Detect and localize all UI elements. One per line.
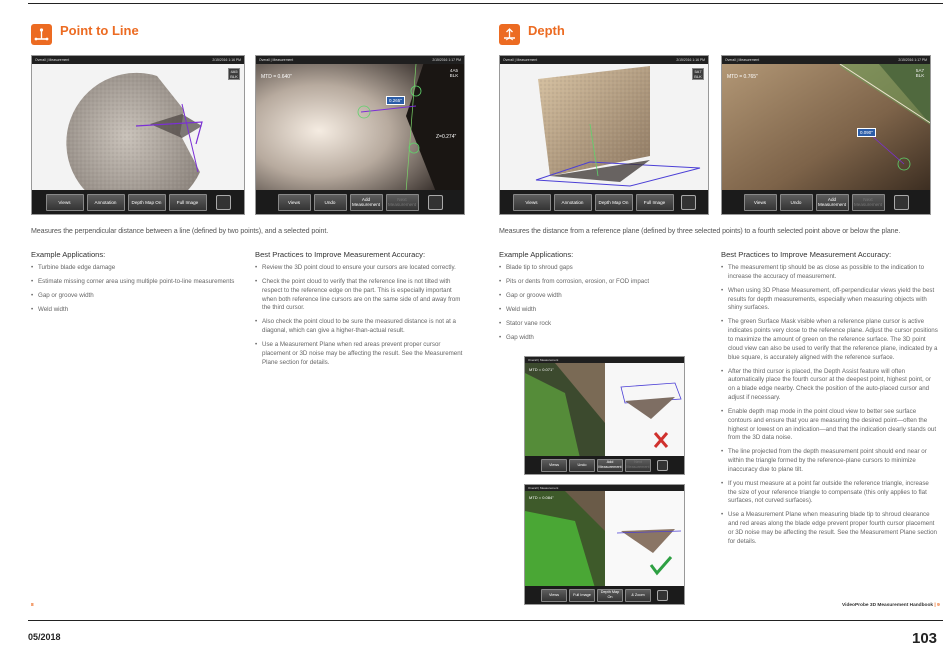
toolbar-menu-icon[interactable] [681,195,696,210]
list-item: • Enable depth map mode in the point cloud view to better see surface contours and ensure that you are measuring the desired point—often the highest or lowest on an indication—and that the indication clearly stands out from the 3D data noise. [721,408,938,443]
status-bar: Overall | Measurement [525,357,684,363]
zoom-button[interactable]: & Zoom [625,589,651,602]
list-item: • Check the point cloud to verify that the reference line is not tilted with respect to the reference edge on the part. This is especially important when both reference line cursors are on the same side of and away from the third cursor. [255,278,467,313]
book-page-number: 9 [937,603,940,608]
list-item: • Weld width [499,306,699,315]
page-number: 103 [912,630,938,647]
list-item: • Weld width [31,306,241,315]
toolbar-menu-icon[interactable] [428,195,443,210]
views-button[interactable]: Views [278,194,311,211]
screen-toolbar [525,586,684,604]
list-item: • Use a Measurement Plane when measuring blade tip to shroud clearance and red areas along the blade edge prevent proper fourth cursor placement or 3D noise may be affecting the result. See the Measurement Plane section for details. [721,511,938,546]
list-item: • Gap or groove width [31,292,241,301]
mtd-readout: MTD = 0.071" [529,367,554,372]
measurement-value-box: 0.090" [857,128,876,137]
point-cloud-render [32,64,245,192]
toolbar-menu-icon[interactable] [657,460,668,471]
views-button[interactable]: Views [46,194,84,211]
point-to-line-icon [31,24,52,45]
add-measurement-button[interactable]: Add Measurement [350,194,383,211]
list-item: • Stator vane rock [499,320,699,329]
next-measurement-button[interactable]: Next Measurement [852,194,885,211]
screen-toolbar [32,190,244,214]
status-bar: Overall | Measurement 2/15/2016 1:16 PM [32,56,244,64]
mtd-readout: MTD = 0.640" [261,74,292,80]
example-split-render [525,363,685,458]
depth-map-button[interactable]: Depth Map On [128,194,166,211]
toolbar-menu-icon[interactable] [894,195,909,210]
probe-badge: 4A5 BLK [449,68,459,78]
full-image-button[interactable]: Full Image [569,589,595,602]
list-item: • Blade tip to shroud gaps [499,264,699,273]
probe-badge: 5A7 BLK [692,68,704,80]
mtd-readout: MTD = 0.084" [529,495,554,500]
screenshot-live-image [721,55,931,215]
views-button[interactable]: Views [541,589,567,602]
list-item: • If you must measure at a point far outside the reference triangle, increase the size of your reference triangle to compensate (this only applies to flat surfaces, not curved surfaces). [721,480,938,506]
screenshot-point-cloud [499,55,709,215]
annotation-button[interactable]: Annotation [87,194,125,211]
views-button[interactable]: Views [744,194,777,211]
list-item: • The green Surface Mask visible when a reference plane cursor is active indicates points very close to the reference plane. Adjust the cursor positions to maximize the amount of green on the reference surface. The 3D point cloud view can also be used to verify that the reference plane, indicated by a blue square, is accurately aligned with the reference surface. [721,318,938,362]
applications-list [499,264,699,348]
toolbar-menu-icon[interactable] [216,195,231,210]
top-rule [28,3,943,4]
views-button[interactable]: Views [513,194,551,211]
section-title: Point to Line [60,23,139,38]
list-item: • Estimate missing corner area using multiple point-to-line measurements [31,278,241,287]
book-footer: VideoProbe 3D Measurement Handbook | 9 [842,603,940,608]
mtd-readout: MTD = 0.765" [727,74,758,80]
undo-button[interactable]: Undo [780,194,813,211]
example-split-render [525,491,685,588]
list-item: • Review the 3D point cloud to ensure your cursors are located correctly. [255,264,467,273]
status-bar: Overall | Measurement 2/15/2016 1:17 PM [256,56,464,64]
undo-button[interactable]: Undo [314,194,347,211]
best-practices-list [255,264,467,373]
status-bar: Overall | Measurement [525,485,684,491]
book-title: VideoProbe 3D Measurement Handbook [842,603,934,608]
probe-badge: 4A5 BLK [228,68,240,80]
list-item: • Turbine blade edge damage [31,264,241,273]
list-item: • Pits or dents from corrosion, erosion, or FOD impact [499,278,699,287]
point-cloud-render [500,64,709,192]
full-image-button[interactable]: Full Image [636,194,674,211]
screenshot-live-image [255,55,465,215]
screen-toolbar [500,190,708,214]
applications-list [31,264,241,320]
depth-map-button[interactable]: Depth Map On [597,589,623,602]
depth-map-button[interactable]: Depth Map On [595,194,633,211]
add-measurement-button[interactable]: Add Measurement [816,194,849,211]
undo-button[interactable]: Undo [569,459,595,472]
full-image-button[interactable]: Full Image [169,194,207,211]
list-item: • The line projected from the depth measurement point should end near or within the triangle formed by the reference-plane cursors to minimize inaccuracy due to plane tilt. [721,448,938,474]
list-item: • Gap or groove width [499,292,699,301]
status-bar: Overall | Measurement 2/15/2016 1:17 PM [722,56,930,64]
views-button[interactable]: Views [541,459,567,472]
example-incorrect-screenshot [524,356,685,475]
description: Measures the distance from a reference plane (defined by three selected points) to a fourth selected point above or below the plane. [499,227,901,235]
description: Measures the perpendicular distance between a line (defined by two points), and a selected point. [31,227,329,235]
applications-heading: Example Applications: [499,250,574,259]
screen-toolbar [256,190,464,214]
list-item: • Also check the point cloud to be sure the measured distance is not at a diagonal, which can give a higher-than-actual result. [255,318,467,336]
list-item: • The measurement tip should be as close as possible to the indication to increase the accuracy of measurement. [721,264,938,282]
add-measurement-button[interactable]: Add Measurement [597,459,623,472]
screen-toolbar [525,456,684,474]
probe-badge: 5A7 BLK [915,68,925,78]
z-readout: Z=0.274" [436,134,457,140]
annotation-button[interactable]: Annotation [554,194,592,211]
list-item: • Gap width [499,334,699,343]
applications-heading: Example Applications: [31,250,106,259]
next-measurement-button[interactable]: Next Measurement [386,194,419,211]
best-practices-heading: Best Practices to Improve Measurement Accuracy: [721,250,892,259]
list-item: • Use a Measurement Plane when red areas prevent proper cursor placement or 3D noise may be affecting the result. See the Measurement Plane section for details. [255,341,467,367]
measurement-value-box: 0.265" [386,96,405,105]
next-measurement-button[interactable]: Next Measurement [625,459,651,472]
list-item: • After the third cursor is placed, the Depth Assist feature will often automatically place the fourth cursor at the deepest point, highest point, or on a blade edge nearby. Check the position of the auto-placed cursor and adjust if necessary. [721,368,938,403]
screen-toolbar [722,190,930,214]
best-practices-heading: Best Practices to Improve Measurement Accuracy: [255,250,426,259]
page-marker: 8 [31,603,34,608]
best-practices-list [721,264,938,552]
screenshot-point-cloud [31,55,245,215]
list-item: • When using 3D Phase Measurement, off-perpendicular views yield the best results for depth measurements, especially when measuring objects with shiny surfaces. [721,287,938,313]
status-bar: Overall | Measurement 2/15/2016 1:16 PM [500,56,708,64]
toolbar-menu-icon[interactable] [657,590,668,601]
section-title: Depth [528,23,565,38]
example-correct-screenshot [524,484,685,605]
depth-icon [499,24,520,45]
bottom-rule [28,620,943,621]
date-footer: 05/2018 [28,632,61,642]
